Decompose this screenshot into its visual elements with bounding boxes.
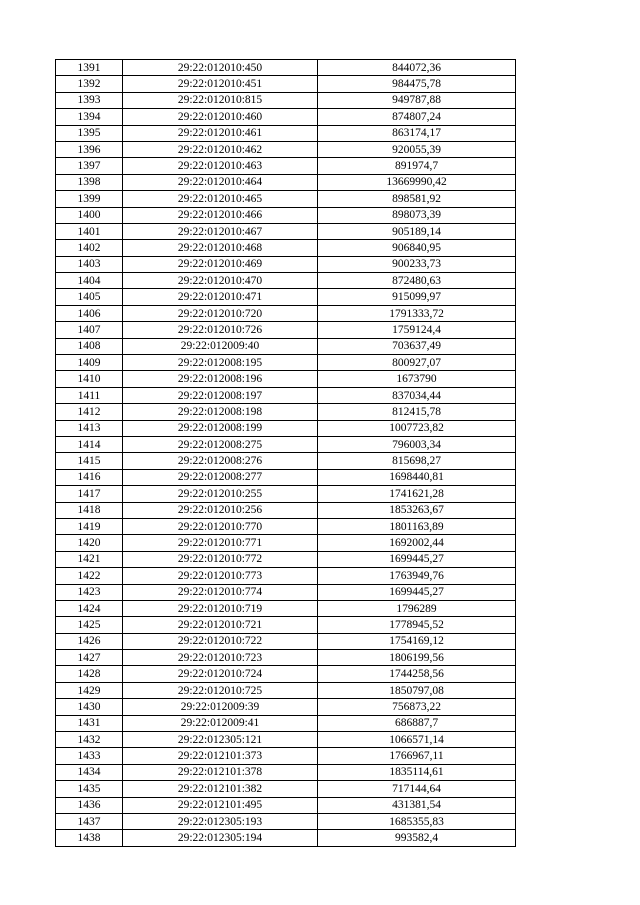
table-row [56, 125, 516, 141]
cadastral-number-cell: 29:22:012008:199 [123, 420, 318, 436]
table-row [56, 666, 516, 682]
table-row [56, 551, 516, 567]
value-cell: 1699445,27 [318, 584, 516, 600]
table-row [56, 633, 516, 649]
row-number-cell: 1427 [56, 650, 123, 666]
row-number-cell: 1393 [56, 92, 123, 108]
cadastral-number-cell: 29:22:012010:465 [123, 191, 318, 207]
row-number-cell: 1414 [56, 436, 123, 452]
cadastral-number-cell: 29:22:012010:466 [123, 207, 318, 223]
value-cell: 1754169,12 [318, 633, 516, 649]
table-row [56, 338, 516, 354]
row-number-cell: 1431 [56, 715, 123, 731]
row-number-cell: 1413 [56, 420, 123, 436]
cadastral-number-cell: 29:22:012010:464 [123, 174, 318, 190]
row-number-cell: 1401 [56, 223, 123, 239]
cadastral-number-cell: 29:22:012010:469 [123, 256, 318, 272]
table-row [56, 289, 516, 305]
cadastral-number-cell: 29:22:012010:255 [123, 486, 318, 502]
table-row [56, 813, 516, 829]
cadastral-number-cell: 29:22:012305:194 [123, 830, 318, 846]
cadastral-number-cell: 29:22:012010:450 [123, 60, 318, 76]
cadastral-number-cell: 29:22:012010:470 [123, 273, 318, 289]
table-row [56, 617, 516, 633]
row-number-cell: 1433 [56, 748, 123, 764]
table-row [56, 207, 516, 223]
row-number-cell: 1417 [56, 486, 123, 502]
value-cell: 915099,97 [318, 289, 516, 305]
value-cell: 800927,07 [318, 355, 516, 371]
row-number-cell: 1428 [56, 666, 123, 682]
table-row [56, 256, 516, 272]
value-cell: 1673790 [318, 371, 516, 387]
value-cell: 815698,27 [318, 453, 516, 469]
value-cell: 1791333,72 [318, 305, 516, 321]
value-cell: 900233,73 [318, 256, 516, 272]
value-cell: 1698440,81 [318, 469, 516, 485]
cadastral-number-cell: 29:22:012101:495 [123, 797, 318, 813]
row-number-cell: 1407 [56, 322, 123, 338]
value-cell: 1741621,28 [318, 486, 516, 502]
table-row [56, 371, 516, 387]
cadastral-number-cell: 29:22:012008:196 [123, 371, 318, 387]
table-row [56, 486, 516, 502]
table-row [56, 584, 516, 600]
table-row [56, 223, 516, 239]
cadastral-number-cell: 29:22:012010:725 [123, 682, 318, 698]
value-cell: 874807,24 [318, 109, 516, 125]
cadastral-number-cell: 29:22:012010:461 [123, 125, 318, 141]
table-row [56, 387, 516, 403]
cadastral-number-cell: 29:22:012008:276 [123, 453, 318, 469]
row-number-cell: 1429 [56, 682, 123, 698]
cadastral-number-cell: 29:22:012010:463 [123, 158, 318, 174]
row-number-cell: 1408 [56, 338, 123, 354]
value-cell: 1766967,11 [318, 748, 516, 764]
table-row [56, 273, 516, 289]
value-cell: 1744258,56 [318, 666, 516, 682]
value-cell: 863174,17 [318, 125, 516, 141]
value-cell: 906840,95 [318, 240, 516, 256]
cadastral-number-cell: 29:22:012008:197 [123, 387, 318, 403]
table-row [56, 305, 516, 321]
value-cell: 1801163,89 [318, 518, 516, 534]
row-number-cell: 1411 [56, 387, 123, 403]
value-cell: 703637,49 [318, 338, 516, 354]
table-row [56, 404, 516, 420]
value-cell: 686887,7 [318, 715, 516, 731]
value-cell: 1066571,14 [318, 732, 516, 748]
table-row [56, 355, 516, 371]
value-cell: 1007723,82 [318, 420, 516, 436]
value-cell: 1806199,56 [318, 650, 516, 666]
value-cell: 1759124,4 [318, 322, 516, 338]
row-number-cell: 1426 [56, 633, 123, 649]
row-number-cell: 1435 [56, 781, 123, 797]
row-number-cell: 1420 [56, 535, 123, 551]
cadastral-number-cell: 29:22:012010:451 [123, 76, 318, 92]
row-number-cell: 1402 [56, 240, 123, 256]
row-number-cell: 1395 [56, 125, 123, 141]
table-row [56, 92, 516, 108]
value-cell: 1850797,08 [318, 682, 516, 698]
table-row [56, 502, 516, 518]
table-row [56, 158, 516, 174]
table-row [56, 535, 516, 551]
row-number-cell: 1391 [56, 60, 123, 76]
table-row [56, 76, 516, 92]
row-number-cell: 1438 [56, 830, 123, 846]
cadastral-number-cell: 29:22:012010:724 [123, 666, 318, 682]
row-number-cell: 1418 [56, 502, 123, 518]
row-number-cell: 1421 [56, 551, 123, 567]
table-row [56, 781, 516, 797]
table-row [56, 732, 516, 748]
row-number-cell: 1434 [56, 764, 123, 780]
row-number-cell: 1437 [56, 813, 123, 829]
value-cell: 756873,22 [318, 699, 516, 715]
table-row [56, 797, 516, 813]
row-number-cell: 1396 [56, 141, 123, 157]
table-row [56, 748, 516, 764]
row-number-cell: 1430 [56, 699, 123, 715]
table-row [56, 240, 516, 256]
value-cell: 837034,44 [318, 387, 516, 403]
table-row [56, 682, 516, 698]
cadastral-number-cell: 29:22:012010:721 [123, 617, 318, 633]
row-number-cell: 1406 [56, 305, 123, 321]
table-row [56, 600, 516, 616]
value-cell: 812415,78 [318, 404, 516, 420]
row-number-cell: 1424 [56, 600, 123, 616]
value-cell: 1699445,27 [318, 551, 516, 567]
row-number-cell: 1392 [56, 76, 123, 92]
cadastral-number-cell: 29:22:012009:39 [123, 699, 318, 715]
value-cell: 1853263,67 [318, 502, 516, 518]
row-number-cell: 1415 [56, 453, 123, 469]
cadastral-number-cell: 29:22:012010:471 [123, 289, 318, 305]
value-cell: 844072,36 [318, 60, 516, 76]
row-number-cell: 1419 [56, 518, 123, 534]
table-row [56, 650, 516, 666]
row-number-cell: 1394 [56, 109, 123, 125]
cadastral-number-cell: 29:22:012010:460 [123, 109, 318, 125]
cadastral-number-cell: 29:22:012009:41 [123, 715, 318, 731]
data-table [55, 59, 516, 847]
cadastral-number-cell: 29:22:012008:277 [123, 469, 318, 485]
table-row [56, 764, 516, 780]
row-number-cell: 1409 [56, 355, 123, 371]
table-row [56, 322, 516, 338]
cadastral-number-cell: 29:22:012010:815 [123, 92, 318, 108]
value-cell: 993582,4 [318, 830, 516, 846]
value-cell: 1763949,76 [318, 568, 516, 584]
value-cell: 431381,54 [318, 797, 516, 813]
value-cell: 13669990,42 [318, 174, 516, 190]
row-number-cell: 1425 [56, 617, 123, 633]
cadastral-number-cell: 29:22:012010:462 [123, 141, 318, 157]
cadastral-number-cell: 29:22:012009:40 [123, 338, 318, 354]
value-cell: 949787,88 [318, 92, 516, 108]
value-cell: 898073,39 [318, 207, 516, 223]
cadastral-number-cell: 29:22:012010:770 [123, 518, 318, 534]
cadastral-number-cell: 29:22:012010:726 [123, 322, 318, 338]
value-cell: 1796289 [318, 600, 516, 616]
table-row [56, 518, 516, 534]
value-cell: 984475,78 [318, 76, 516, 92]
table-row [56, 453, 516, 469]
cadastral-number-cell: 29:22:012101:382 [123, 781, 318, 797]
cadastral-number-cell: 29:22:012101:378 [123, 764, 318, 780]
value-cell: 920055,39 [318, 141, 516, 157]
row-number-cell: 1416 [56, 469, 123, 485]
table-row [56, 420, 516, 436]
row-number-cell: 1404 [56, 273, 123, 289]
row-number-cell: 1422 [56, 568, 123, 584]
row-number-cell: 1400 [56, 207, 123, 223]
cadastral-number-cell: 29:22:012010:720 [123, 305, 318, 321]
table-row [56, 191, 516, 207]
table-row [56, 469, 516, 485]
value-cell: 1835114,61 [318, 764, 516, 780]
value-cell: 905189,14 [318, 223, 516, 239]
table-row [56, 568, 516, 584]
cadastral-number-cell: 29:22:012010:772 [123, 551, 318, 567]
cadastral-number-cell: 29:22:012008:198 [123, 404, 318, 420]
table-body [56, 60, 516, 847]
cadastral-number-cell: 29:22:012305:121 [123, 732, 318, 748]
row-number-cell: 1423 [56, 584, 123, 600]
cadastral-number-cell: 29:22:012010:719 [123, 600, 318, 616]
table-row [56, 60, 516, 76]
table-row [56, 436, 516, 452]
cadastral-number-cell: 29:22:012008:195 [123, 355, 318, 371]
row-number-cell: 1398 [56, 174, 123, 190]
table-row [56, 141, 516, 157]
row-number-cell: 1397 [56, 158, 123, 174]
cadastral-number-cell: 29:22:012010:467 [123, 223, 318, 239]
value-cell: 796003,34 [318, 436, 516, 452]
value-cell: 1692002,44 [318, 535, 516, 551]
value-cell: 898581,92 [318, 191, 516, 207]
cadastral-number-cell: 29:22:012010:773 [123, 568, 318, 584]
table-row [56, 109, 516, 125]
cadastral-number-cell: 29:22:012305:193 [123, 813, 318, 829]
row-number-cell: 1432 [56, 732, 123, 748]
cadastral-number-cell: 29:22:012010:256 [123, 502, 318, 518]
value-cell: 1685355,83 [318, 813, 516, 829]
table-row [56, 715, 516, 731]
cadastral-number-cell: 29:22:012010:771 [123, 535, 318, 551]
cadastral-number-cell: 29:22:012010:468 [123, 240, 318, 256]
cadastral-number-cell: 29:22:012008:275 [123, 436, 318, 452]
row-number-cell: 1405 [56, 289, 123, 305]
row-number-cell: 1399 [56, 191, 123, 207]
spreadsheet-page [55, 59, 516, 847]
cadastral-number-cell: 29:22:012010:722 [123, 633, 318, 649]
table-row [56, 699, 516, 715]
value-cell: 1778945,52 [318, 617, 516, 633]
cadastral-number-cell: 29:22:012010:723 [123, 650, 318, 666]
row-number-cell: 1436 [56, 797, 123, 813]
table-row [56, 830, 516, 846]
value-cell: 891974,7 [318, 158, 516, 174]
cadastral-number-cell: 29:22:012010:774 [123, 584, 318, 600]
row-number-cell: 1412 [56, 404, 123, 420]
row-number-cell: 1410 [56, 371, 123, 387]
table-row [56, 174, 516, 190]
value-cell: 717144,64 [318, 781, 516, 797]
cadastral-number-cell: 29:22:012101:373 [123, 748, 318, 764]
value-cell: 872480,63 [318, 273, 516, 289]
row-number-cell: 1403 [56, 256, 123, 272]
